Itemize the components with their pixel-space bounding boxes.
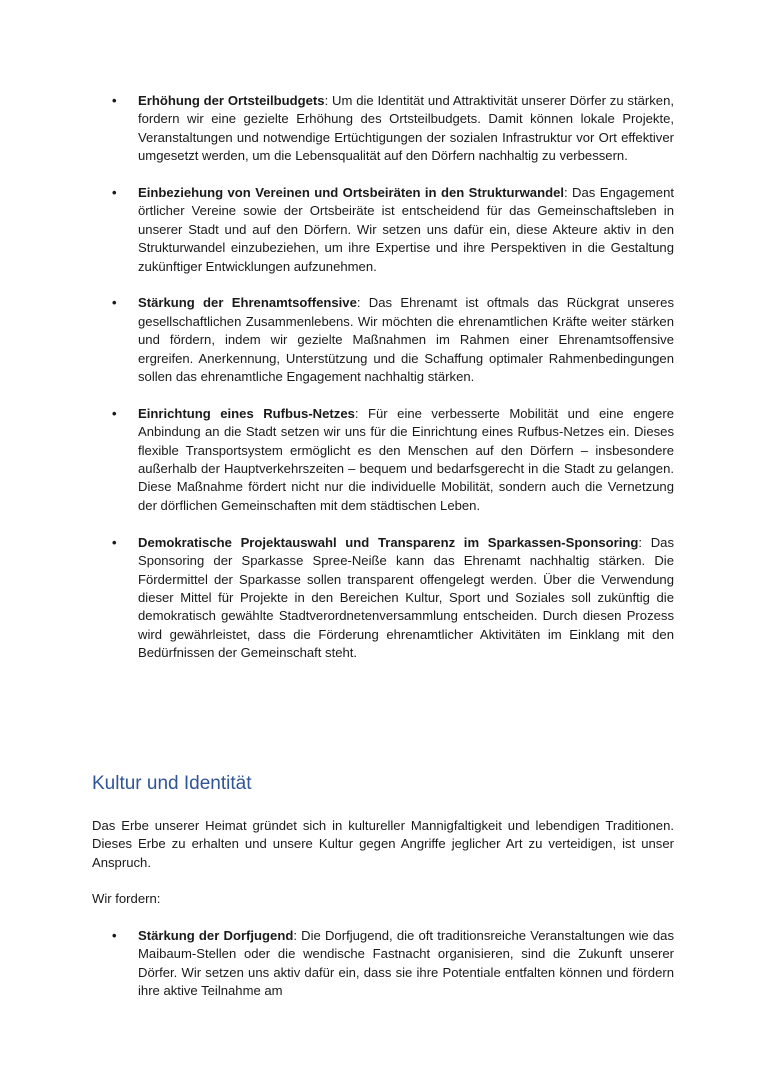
bullet-icon: • <box>112 295 117 311</box>
item-term: Demokratische Projektauswahl und Transparenz im Sparkassen-Sponsoring <box>138 534 639 550</box>
item-text: : Um die Identität und Attraktivität unserer Dörfer zu stärken, fordern wir eine gezielte Erhöhung des Ortsteilbudgets. Damit können lokale Projekte, Veranstaltungen und notwendige Ertüchtigungen der sozialen Infrastruktur vor Ort effektiver umgesetzt werden, um die Lebensqualität auf den Dörfern nachhaltig zu verbessern. <box>138 93 674 164</box>
item-term: Erhöhung der Ortsteilbudgets <box>138 93 325 108</box>
item-term: Stärkung der Ehrenamtsoffensive <box>138 295 357 311</box>
bullet-icon: • <box>112 93 117 108</box>
item-term: Einrichtung eines Rufbus-Netzes <box>138 405 355 421</box>
bullet-icon: • <box>112 405 117 421</box>
bullet-list <box>92 927 674 1001</box>
section-intro: Das Erbe unserer Heimat gründet sich in kultureller Mannigfaltigkeit und lebendigen Traditionen. Dieses Erbe zu erhalten und unsere Kultur gegen Angriffe jeglicher Art zu verteidigen, ist unser Anspruch. <box>92 818 674 870</box>
item-text: : Die Dorfjugend, die oft traditionsreiche Veranstaltungen wie das Maibaum-Stellen oder die wendische Fastnacht organisieren, sind die Zukunft unserer Dörfer. Wir setzen uns aktiv dafür ein, dass sie ihre Potentiale entfalten können und fördern ihre aktive Teilnahme am <box>138 928 674 999</box>
bullet-icon: • <box>112 928 117 943</box>
item-text: : Für eine verbesserte Mobilität und eine engere Anbindung an die Stadt setzen wir uns für die Einrichtung eines Rufbus-Netzes ein. Dieses flexible Transportsystem ermöglicht es den Menschen auf den Dörfern – insbesondere außerhalb der Hauptverkehrszeiten – bequem und bedarfsgerecht in die Stadt zu gelangen. Diese Maßnahme fördert nicht nur die individuelle Mobilität, sondern auch die Vernetzung der dörflichen Gemeinschaften mit dem städtischen Leben. <box>138 405 674 513</box>
list-item <box>92 405 674 515</box>
list-item <box>92 92 674 166</box>
list-item <box>92 534 674 663</box>
item-text: : Das Sponsoring der Sparkasse Spree-Neiße kann das Ehrenamt nachhaltig stärken. Die Fördermittel der Sparkasse sollen transparent offengelegt werden. Über die Verwendung dieser Mittel für Projekte in den Bereichen Kultur, Sport und Soziales soll zukünftig die demokratisch gewählte Stadtverordnetenversammlung entscheiden. Durch diesen Prozess wird gewährleistet, dass die Förderung ehrenamtlicher Aktivitäten im Einklang mit den Bedürfnissen der Gemeinschaft steht. <box>138 534 674 661</box>
list-item <box>92 927 674 1001</box>
section-heading: Kultur und Identität <box>92 773 252 794</box>
bullet-icon: • <box>112 534 117 550</box>
list-item <box>92 184 674 276</box>
bullet-icon: • <box>112 185 117 201</box>
list-item <box>92 294 674 386</box>
item-term: Einbeziehung von Vereinen und Ortsbeiräten in den Strukturwandel <box>138 185 564 201</box>
item-text: : Das Engagement örtlicher Vereine sowie der Ortsbeiräte ist entscheidend für das Gemeinschaftsleben in unserer Stadt und auf den Dörfern. Wir setzen uns dafür ein, diese Akteure aktiv in den Strukturwandel einzubeziehen, um ihre Expertise und ihre Perspektiven in die Gestaltung zukünftiger Entwicklungen aufzunehmen. <box>138 185 674 274</box>
demand-label: Wir fordern: <box>92 891 161 906</box>
item-text: : Das Ehrenamt ist oftmals das Rückgrat unseres gesellschaftlichen Zusammenlebens. Wir möchten die ehrenamtlichen Kräfte weiter stärken und fördern, indem wir gezielte Maßnahmen im Rahmen einer Ehrenamtsoffensive ergreifen. Anerkennung, Unterstützung und die Schaffung optimaler Rahmenbedingungen sollen das ehrenamtliche Engagement nachhaltig stärken. <box>138 295 674 385</box>
bullet-list <box>92 92 674 681</box>
item-term: Stärkung der Dorfjugend <box>138 928 294 943</box>
